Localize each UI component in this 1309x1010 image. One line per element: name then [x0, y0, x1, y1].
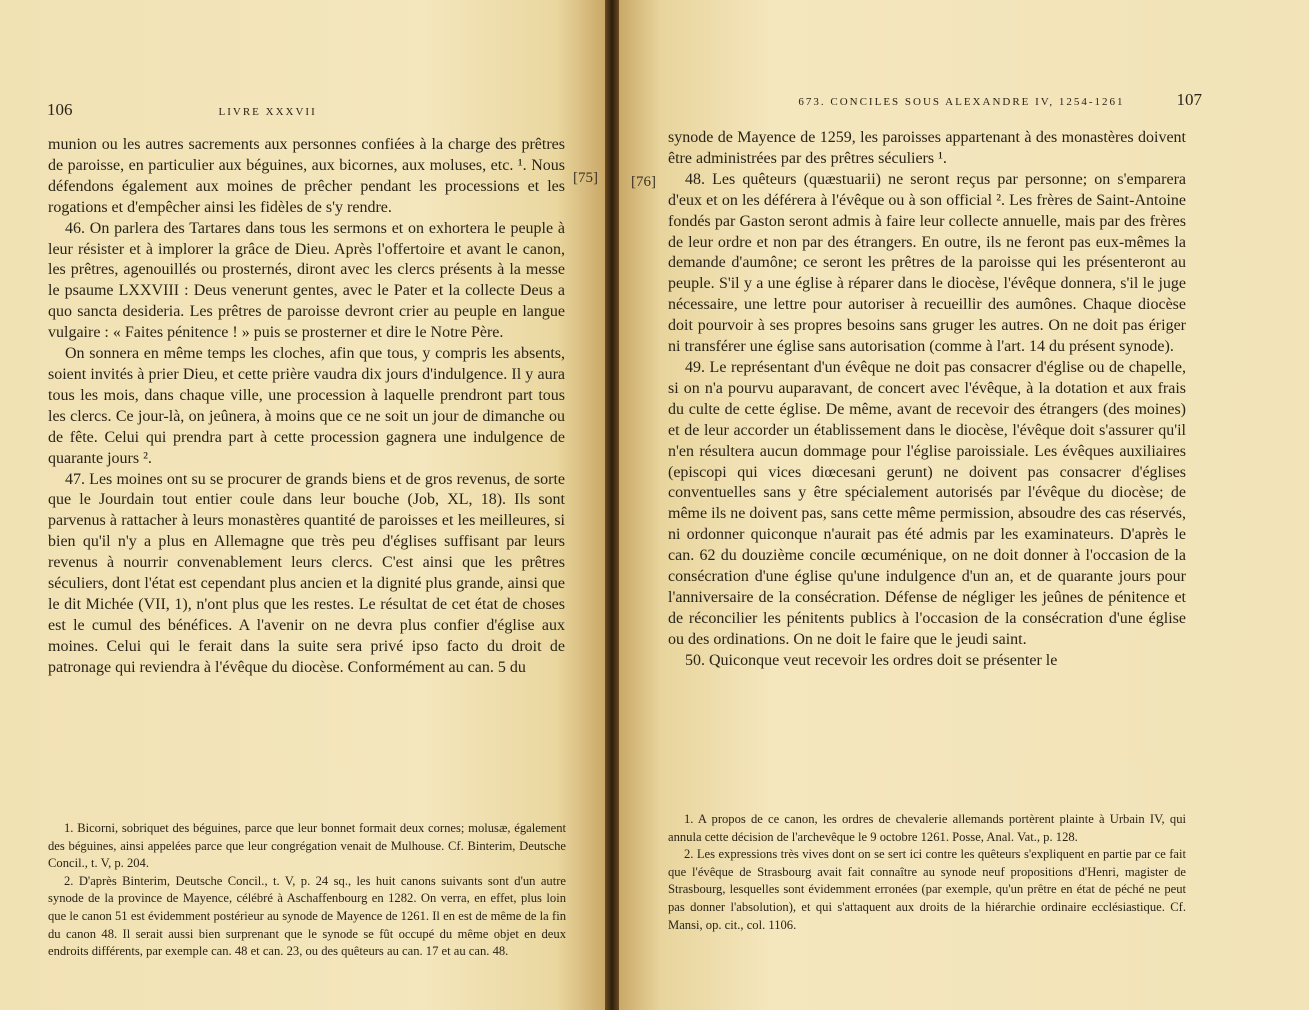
footnote: 2. Les expressions très vives dont on se sert ici contre les quêteurs s'expliquent en partie par ce fait que l'évêque de Strasbourg avait fait connaître au synode neuf propositions d'Henri, magister de Strasbourg, lesquelles sont évidemment erronées (par exemple, qu'un prêtre en état de péché ne peut pas donner l'absolution), et qui s'attaquent aux droits de la hiérarchie ordinaire ecclésiastique. Cf. Mansi, op. cit., col. 1106. — [668, 847, 1186, 932]
left-running-head: LIVRE XXXVII — [218, 106, 317, 118]
right-page-header — [732, 90, 1202, 110]
footnote: 1. Bicorni, sobriquet des béguines, parce que leur bonnet formait deux cornes; molusæ, également des béguines, ainsi appelées parce que leur congrégation venait de Mulhouse. Cf. Binterim, Deutsche Concil., t. V, p. 204. — [48, 821, 566, 871]
book-gutter — [605, 0, 619, 1010]
paragraph: On sonnera en même temps les cloches, afin que tous, y compris les absents, soient invités à prier Dieu, et cette prière vaudra dix jours d'indulgence. Il y aura tous les mois, dans chaque ville, une procession à laquelle prendront part tous les clercs. Ce jour-là, on jeûnera, à moins que ce ne soit un jour de dimanche ou de fête. Celui qui prendra part à cette procession gagnera une indulgence de quarante jours ². — [48, 345, 565, 467]
footnote: 2. D'après Binterim, Deutsche Concil., t. V, p. 24 sq., les huit canons suivants sont d'un autre synode de la province de Mayence, célébré à Aschaffenbourg en 1282. On verra, en effet, plus loin que le canon 51 est évidemment postérieur au synode de Mayence de 1261. Il en est de même de la fin du canon 48. Il serait aussi bien surprenant que le synode se fût occupé du même objet en deux endroits différents, par exemple can. 48 et can. 23, ou des quêteurs au can. 17 et au can. 48. — [48, 873, 566, 959]
paragraph: 46. On parlera des Tartares dans tous les sermons et on exhortera le peuple à leur résister et à implorer la grâce de Dieu. Après l'offertoire et avant le canon, les prêtres, agenouillés ou prosternés, diront avec les clercs présents à la messe le psaume LXXVIII : Deus venerunt gentes, avec le Pater et la collecte Deus a quo sancta desideria. Les prêtres de paroisse devront crier au peuple en langue vulgaire : « Faites pénitence ! » puis se prosterner et dire le Notre Père. — [48, 219, 565, 342]
marginal-page-reference: [76] — [631, 174, 656, 190]
right-running-head: 673. CONCILES SOUS ALEXANDRE IV, 1254-1261 — [798, 96, 1125, 108]
paragraph: 48. Les quêteurs (quæstuarii) ne seront reçus par personne; on s'emparera d'eux et on les déférera à l'évêque ou à son official ². Les frères de Saint-Antoine fondés par Gaston seront admis à faire leur collecte annuelle, mais par des frères de leur ordre et non par des étrangers. En outre, ils ne feront pas eux-mêmes la demande d'aumône; ce seront les prêtres de la paroisse qui les présenteront au peuple. S'il y a une église à réparer dans le diocèse, l'évêque donnera, s'il le juge nécessaire, une lettre pour autoriser à recueillir des aumônes. Chaque diocèse doit pourvoir à ses propres besoins sans gruger les autres. On ne doit pas ériger ni transférer une église sans autorisation (comme à l'art. 14 du présent synode). — [668, 170, 1186, 356]
paragraph: 50. Quiconque veut recevoir les ordres doit se présenter le — [685, 651, 1058, 669]
marginal-page-reference: [75] — [573, 170, 598, 186]
left-page — [0, 0, 605, 1010]
right-page — [619, 0, 1309, 1010]
left-page-number: 106 — [47, 100, 73, 119]
right-footnotes — [668, 811, 1186, 934]
left-page-body — [48, 135, 565, 679]
left-footnotes — [48, 820, 566, 961]
right-page-number: 107 — [1176, 90, 1202, 109]
paragraph: synode de Mayence de 1259, les paroisses appartenant à des monastères doivent être administrées par des prêtres séculiers ¹. — [668, 129, 1186, 167]
paragraph: 49. Le représentant d'un évêque ne doit pas consacrer d'église ou de chapelle, si on n'a pourvu auparavant, de concert avec l'évêque, à la dotation et aux frais du culte de cette église. De même, avant de recevoir des étrangers (des moines) et de leur accorder un établissement dans le diocèse, l'évêque doit s'assurer qu'il n'en résultera aucun dommage pour l'église paroissiale. Les évêques auxiliaires (episcopi qui vices diœcesani gerunt) ne doivent pas consacrer d'églises conventuelles sans y être spécialement autorisés par l'évêque du diocèse; de même ils ne doivent pas, sans cette même permission, absoudre des cas réservés, ni ordonner quiconque n'aurait pas été admis par les examinateurs. D'après le can. 62 du douzième concile œcuménique, on ne doit donner à l'occasion de la consécration d'une église qu'une indulgence d'un an, et de quarante jours pour l'anniversaire de la consécration. Défense de négliger les jeûnes de pénitence et de réconcilier les pénitents publics à l'occasion de la consécration d'une église ou des ordinations. On ne doit le faire que le jeudi saint. — [668, 358, 1186, 648]
left-page-header — [47, 100, 565, 120]
paragraph: 47. Les moines ont su se procurer de grands biens et de gros revenus, de sorte que le Jourdain tout entier coule dans leur bouche (Job, XL, 18). Ils sont parvenus à rattacher à leurs monastères quantité de paroisses et les meilleures, si bien qu'il n'y a plus en Allemagne que très peu d'églises suffisant par leurs revenus à nourrir convenablement leurs clercs. C'est ainsi que les prêtres séculiers, dont l'état est cependant plus ancien et la dignité plus grande, ainsi que le dit Michée (VII, 1), n'ont plus que les restes. Le résultat de cet état de choses est le cumul des bénéfices. A l'avenir on ne devra plus confier d'église aux moines. Celui qui le ferait dans la suite sera privé ipso facto du droit de patronage qui reviendra à l'évêque du diocèse. Conformément au can. 5 du — [48, 470, 565, 676]
right-page-body — [668, 128, 1186, 672]
paragraph: munion ou les autres sacrements aux personnes confiées à la charge des prêtres de paroisse, en particulier aux béguines, aux bicornes, aux moluses, etc. ¹. Nous défendons également aux moines de prêcher pendant les processions et les rogations et d'empêcher ainsi les fidèles de s'y rendre. — [48, 136, 565, 216]
footnote: 1. A propos de ce canon, les ordres de chevalerie allemands portèrent plainte à Urbain IV, qui annula cette décision de l'archevêque le 9 octobre 1261. Posse, Anal. Vat., p. 128. — [668, 812, 1186, 844]
